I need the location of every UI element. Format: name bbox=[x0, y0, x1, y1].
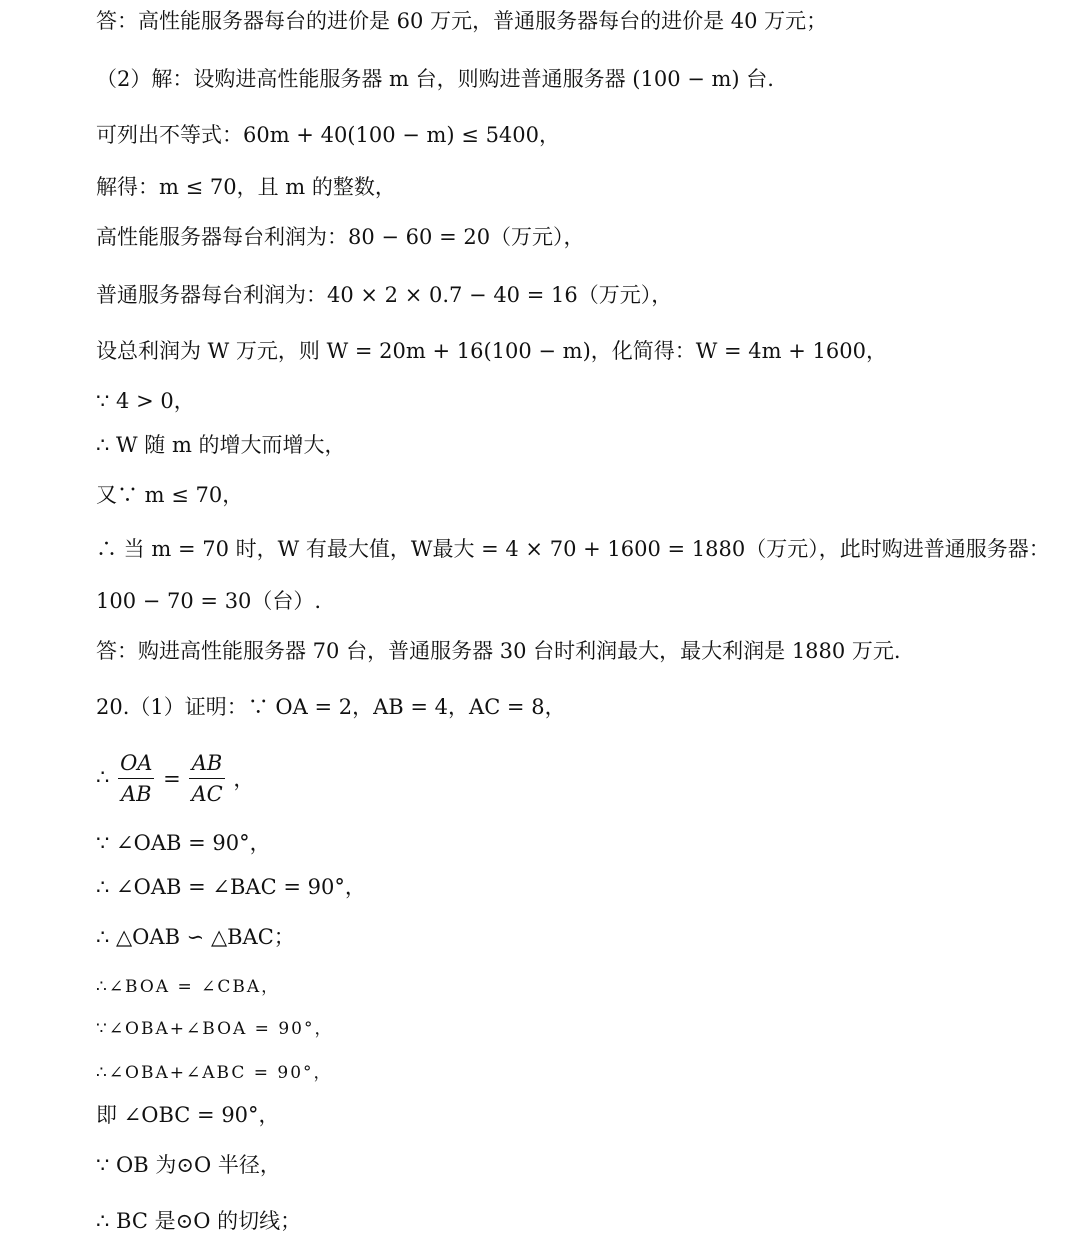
fraction-denominator: AB bbox=[120, 782, 152, 806]
text-line-angle-equal: ∴ ∠OAB = ∠BAC = 90°， bbox=[96, 875, 366, 899]
fraction-numerator: OA bbox=[118, 748, 154, 779]
fraction-numerator: AB bbox=[189, 748, 224, 779]
text-line-because-positive: ∵ 4 > 0， bbox=[96, 389, 195, 413]
text-line-max-value: ∴ 当 m = 70 时，W 有最大值，W最大 = 4 × 70 + 1600 = 1880（万元），此时购进普通服务器： bbox=[96, 537, 1050, 561]
text-line-answer-2: 答：购进高性能服务器 70 台，普通服务器 30 台时利润最大，最大利润是 1880 万元. bbox=[96, 639, 901, 663]
therefore-symbol: ∴ bbox=[96, 765, 110, 789]
text-line-profit-normal: 普通服务器每台利润为：40 × 2 × 0.7 − 40 = 16（万元）， bbox=[96, 283, 673, 307]
fraction-equation bbox=[96, 748, 254, 809]
text-line-tangent: ∴ BC 是⊙O 的切线； bbox=[96, 1209, 302, 1233]
text-line-similar-triangles: ∴ △OAB ∽ △BAC； bbox=[96, 925, 295, 949]
text-line-solution: 解得：m ≤ 70，且 m 的整数， bbox=[96, 175, 396, 199]
text-line-angle-sum-2: ∴∠OBA+∠ABC = 90°， bbox=[96, 1063, 333, 1083]
text-line-angle-obc: 即 ∠OBC = 90°， bbox=[96, 1103, 280, 1127]
text-line-profit-high: 高性能服务器每台利润为：80 − 60 = 20（万元）， bbox=[96, 225, 585, 249]
text-line-increasing: ∴ W 随 m 的增大而增大， bbox=[96, 433, 346, 457]
comma: ， bbox=[233, 766, 255, 791]
text-line-right-angle: ∵ ∠OAB = 90°， bbox=[96, 831, 271, 855]
equals-sign: = bbox=[163, 766, 181, 791]
text-line-angle-boa: ∴∠BOA = ∠CBA， bbox=[96, 977, 281, 997]
text-line-part-2: （2）解：设购进高性能服务器 m 台，则购进普通服务器 (100 − m) 台. bbox=[96, 67, 774, 91]
fraction-denominator: AC bbox=[191, 782, 223, 806]
text-line-q20-proof: 20.（1）证明：∵ OA = 2，AB = 4，AC = 8， bbox=[96, 695, 566, 719]
text-line-radius: ∵ OB 为⊙O 半径， bbox=[96, 1153, 281, 1177]
text-line-answer-1: 答：高性能服务器每台的进价是 60 万元，普通服务器每台的进价是 40 万元； bbox=[96, 9, 828, 33]
text-line-angle-sum-1: ∵∠OBA+∠BOA = 90°， bbox=[96, 1019, 334, 1039]
text-line-m-bound: 又∵ m ≤ 70， bbox=[96, 483, 244, 507]
fraction-ab-ac bbox=[189, 748, 224, 809]
fraction-oa-ab bbox=[118, 748, 154, 809]
text-line-total-profit: 设总利润为 W 万元，则 W = 20m + 16(100 − m)，化简得：W = 4m + 1600， bbox=[96, 339, 887, 363]
text-line-normal-count: 100 − 70 = 30（台）. bbox=[96, 589, 322, 613]
text-line-inequality: 可列出不等式：60m + 40(100 − m) ≤ 5400， bbox=[96, 123, 561, 147]
